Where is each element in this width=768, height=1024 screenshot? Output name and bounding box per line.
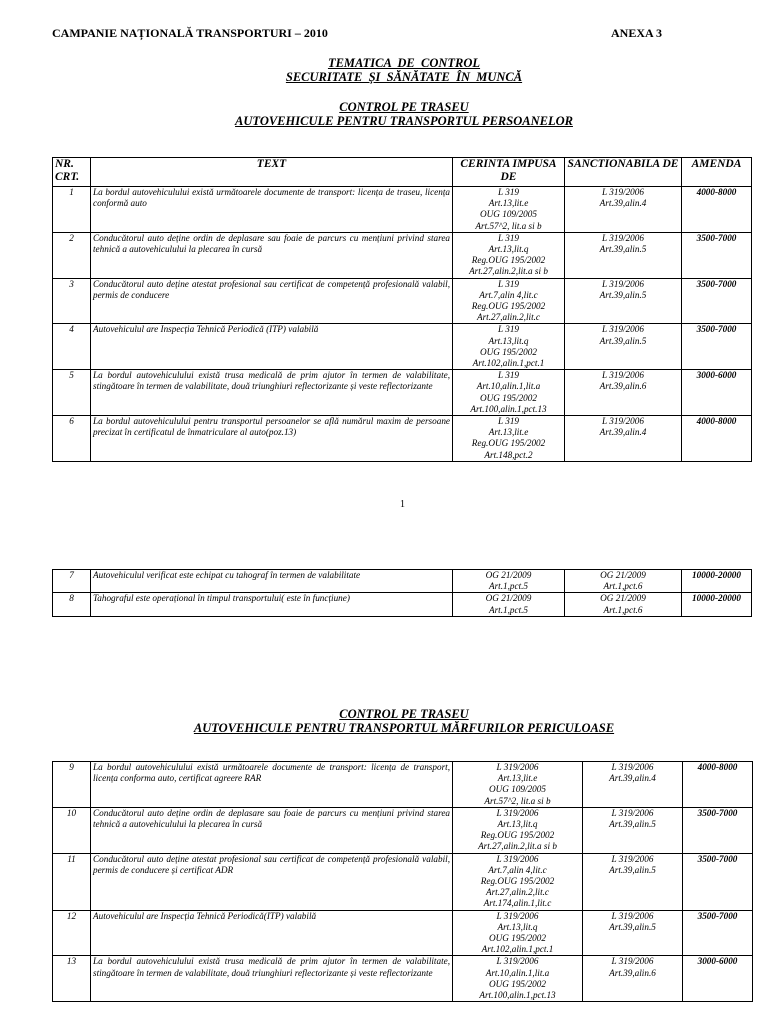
row-number: 5	[53, 370, 91, 416]
control-table-passengers	[52, 157, 752, 462]
row-sanctionabila	[565, 370, 682, 416]
table-row	[53, 853, 753, 910]
row-cerinta-line: Reg.OUG 195/2002	[471, 438, 546, 449]
row-sanctionabila-line: L 319/2006	[611, 853, 654, 864]
row-cerinta-line: Art.27,alin.2,lit.c	[476, 312, 541, 323]
doc-title-securitate: SECURITATE ȘI SĂNĂTATE ÎN MUNCĂ	[285, 70, 523, 84]
row-cerinta-line: OUG 109/2005	[489, 784, 546, 795]
row-number: 4	[53, 324, 91, 370]
row-sanctionabila-line: L 319/2006	[611, 762, 654, 772]
row-sanctionabila	[583, 807, 683, 853]
row-sanctionabila	[565, 187, 682, 233]
col-header-cerinta: CERINTA IMPUSA DE	[453, 158, 565, 187]
row-amenda: 10000-20000	[682, 593, 752, 616]
row-sanctionabila-line: L 319/2006	[602, 278, 644, 289]
row-sanctionabila-line: L 319/2006	[602, 370, 644, 381]
row-number: 10	[53, 807, 91, 853]
row-amenda: 3500-7000	[683, 910, 753, 956]
row-cerinta-line: Reg.OUG 195/2002	[471, 301, 546, 312]
row-cerinta-line: Art.13,lit.e	[488, 198, 529, 209]
row-sanctionabila-line: Art.39,alin.5	[599, 335, 647, 346]
row-amenda: 3500-7000	[682, 324, 752, 370]
table-row	[53, 956, 753, 1002]
row-sanctionabila-line: L 319/2006	[602, 416, 644, 427]
row-text: La bordul autovehiculului pentru transportul persoanelor se află numărul maxim de persoane precizat în certificatul de înmatriculare al auto(poz.13)	[91, 416, 453, 462]
row-cerinta-line: OG 21/2009	[485, 570, 532, 580]
row-sanctionabila-line: Art.39,alin.5	[609, 819, 656, 830]
row-cerinta-line: Art.1,pct.5	[488, 604, 529, 615]
row-sanctionabila	[565, 324, 682, 370]
row-cerinta-line: L 319	[497, 187, 520, 197]
table-body	[53, 570, 752, 617]
row-cerinta-line: Art.27,alin.2,lit.a si b	[478, 841, 557, 852]
row-cerinta-line: Art.13,lit.e	[488, 427, 529, 438]
row-amenda: 3000-6000	[683, 956, 753, 1002]
row-sanctionabila	[565, 416, 682, 462]
row-sanctionabila-line: L 319/2006	[602, 232, 644, 243]
table-row	[53, 324, 752, 370]
table-row	[53, 807, 753, 853]
doc-title-tematica: TEMATICA DE CONTROL	[327, 56, 481, 70]
row-cerinta	[453, 187, 565, 233]
row-cerinta-line: Art.13,lit.q	[497, 819, 538, 830]
row-text: La bordul autovehiculului există următoarele documente de transport: licența de traseu, licența conformă auto	[91, 187, 453, 233]
table-row	[53, 910, 753, 956]
row-cerinta-line: OUG 195/2002	[480, 392, 537, 403]
table-header-row	[53, 158, 752, 187]
row-text: La bordul autovehiculului există trusa medicală de prim ajutor în termen de valabilitate, stingătoare în termen de valabilitate, două triunghiuri reflectorizante și veste reflectorizante	[91, 370, 453, 416]
row-number: 8	[53, 593, 91, 616]
row-cerinta	[453, 956, 583, 1002]
row-amenda: 4000-8000	[682, 187, 752, 233]
page-number: 1	[400, 499, 405, 510]
table-row	[53, 416, 752, 462]
row-cerinta-line: Art.13,lit.e	[497, 773, 538, 784]
row-amenda: 4000-8000	[682, 416, 752, 462]
row-sanctionabila	[583, 853, 683, 910]
annex-label: ANEXA 3	[611, 26, 663, 40]
row-amenda: 10000-20000	[682, 570, 752, 593]
row-cerinta	[453, 762, 583, 808]
row-cerinta-line: Art.13,lit.q	[488, 335, 529, 346]
row-amenda: 3500-7000	[683, 853, 753, 910]
row-number: 3	[53, 278, 91, 324]
row-cerinta	[453, 416, 565, 462]
row-cerinta-line: L 319/2006	[496, 910, 539, 921]
row-cerinta-line: Reg.OUG 195/2002	[480, 876, 555, 887]
row-amenda: 3500-7000	[682, 278, 752, 324]
row-text: La bordul autovehiculului există trusa medicală de prim ajutor în termen de valabilitate, stingătoare în termen de valabilitate, două triunghiuri reflectorizante și veste reflectorizante	[91, 956, 453, 1002]
row-sanctionabila-line: Art.1,pct.6	[603, 581, 643, 592]
col-header-text: TEXT	[91, 158, 453, 187]
row-number: 12	[53, 910, 91, 956]
row-number: 2	[53, 232, 91, 278]
row-cerinta-line: Art.27,alin.2,lit.a si b	[469, 266, 548, 277]
row-cerinta-line: L 319	[497, 232, 520, 243]
row-text: Autovehiculul verificat este echipat cu tahograf în termen de valabilitate	[91, 570, 453, 593]
row-cerinta-line: OUG 195/2002	[489, 978, 546, 989]
row-text: Conducătorul auto deține ordin de deplasare sau foaie de parcurs cu mențiuni privind starea tehnică a autovehiculului la plecarea în cursă	[91, 232, 453, 278]
row-cerinta-line: Art.174,alin.1,lit.c	[483, 898, 552, 909]
row-sanctionabila-line: Art.39,alin.5	[599, 244, 647, 255]
row-sanctionabila	[565, 570, 682, 593]
row-cerinta-line: L 319/2006	[496, 956, 539, 967]
table-row	[53, 232, 752, 278]
row-sanctionabila-line: Art.39,alin.5	[599, 289, 647, 300]
row-sanctionabila-line: OG 21/2009	[600, 593, 646, 604]
row-sanctionabila	[583, 910, 683, 956]
row-sanctionabila-line: Art.39,alin.4	[599, 427, 647, 438]
row-sanctionabila-line: L 319/2006	[602, 324, 644, 335]
row-cerinta-line: Art.13,lit.q	[497, 921, 538, 932]
control-table-tachograph	[52, 569, 752, 617]
row-cerinta-line: Art.7,alin 4,lit.c	[479, 289, 538, 300]
col-header-nr: NR. CRT.	[53, 158, 91, 187]
row-cerinta-line: Art.102,alin.1,pct.1	[472, 358, 545, 369]
row-cerinta	[453, 324, 565, 370]
section1-title: CONTROL PE TRASEU	[339, 100, 469, 114]
row-text: Conducătorul auto deține atestat profesional sau certificat de competență profesională valabil, permis de conducere	[91, 278, 453, 324]
row-amenda: 3500-7000	[683, 807, 753, 853]
row-cerinta-line: Art.102,alin.1,pct.1	[481, 944, 554, 955]
row-cerinta-line: OUG 195/2002	[480, 346, 537, 357]
row-cerinta	[453, 807, 583, 853]
row-cerinta-line: OUG 195/2002	[489, 933, 546, 944]
row-cerinta	[453, 570, 565, 593]
row-cerinta-line: Art.10,alin.1,lit.a	[485, 967, 550, 978]
col-header-amenda: AMENDA	[682, 158, 752, 187]
table-row	[53, 370, 752, 416]
row-cerinta	[453, 910, 583, 956]
row-cerinta-line: Art.100,alin.1,pct.13	[470, 403, 547, 414]
row-cerinta-line: Art.27,alin.2,lit.c	[485, 887, 550, 898]
row-sanctionabila	[583, 956, 683, 1002]
row-sanctionabila	[565, 593, 682, 616]
row-amenda: 3000-6000	[682, 370, 752, 416]
row-cerinta-line: L 319/2006	[496, 762, 539, 772]
table-row	[53, 187, 752, 233]
table-body	[53, 187, 752, 462]
table-row	[53, 593, 752, 616]
row-sanctionabila-line: Art.39,alin.5	[609, 864, 656, 875]
row-cerinta-line: L 319/2006	[496, 853, 539, 864]
row-cerinta-line: L 319	[497, 416, 520, 427]
row-sanctionabila	[565, 232, 682, 278]
section2-title: CONTROL PE TRASEU	[339, 707, 469, 721]
row-number: 7	[53, 570, 91, 593]
row-sanctionabila-line: Art.1,pct.6	[603, 604, 643, 615]
row-text: Autovehiculul are Inspecția Tehnică Periodică(ITP) valabilă	[91, 910, 453, 956]
row-number: 9	[53, 762, 91, 808]
row-sanctionabila-line: L 319/2006	[602, 187, 644, 197]
row-cerinta	[453, 593, 565, 616]
row-cerinta-line: Reg.OUG 195/2002	[480, 830, 555, 841]
row-text: Tahograful este operațional în timpul transportului( este în funcțiune)	[91, 593, 453, 616]
row-cerinta	[453, 278, 565, 324]
row-cerinta-line: Art.57^2, lit.a si b	[484, 795, 551, 806]
row-number: 6	[53, 416, 91, 462]
row-amenda: 3500-7000	[682, 232, 752, 278]
row-sanctionabila-line: L 319/2006	[611, 910, 654, 921]
campaign-header: CAMPANIE NAȚIONALĂ TRANSPORTURI – 2010	[52, 26, 328, 40]
section2-subtitle: AUTOVEHICULE PENTRU TRANSPORTUL MĂRFURILOR PERICULOASE	[193, 721, 615, 735]
col-header-sanctionabila: SANCTIONABILA DE	[565, 158, 682, 187]
row-cerinta	[453, 853, 583, 910]
row-sanctionabila-line: Art.39,alin.6	[609, 967, 656, 978]
row-cerinta-line: L 319	[497, 370, 520, 381]
row-text: La bordul autovehiculului există următoarele documente de transport: licența de transport, licența conforma auto, certificat agreere RAR	[91, 762, 453, 808]
row-cerinta-line: OG 21/2009	[485, 593, 532, 604]
row-sanctionabila-line: L 319/2006	[611, 956, 654, 967]
row-cerinta-line: L 319	[497, 324, 520, 335]
row-cerinta-line: Art.148,pct.2	[484, 449, 533, 460]
row-cerinta	[453, 370, 565, 416]
row-sanctionabila-line: Art.39,alin.5	[609, 921, 656, 932]
row-cerinta-line: Art.100,alin.1,pct.13	[479, 990, 556, 1001]
row-number: 13	[53, 956, 91, 1002]
row-cerinta	[453, 232, 565, 278]
row-sanctionabila-line: Art.39,alin.6	[599, 381, 647, 392]
row-number: 1	[53, 187, 91, 233]
table-row	[53, 570, 752, 593]
row-sanctionabila-line: OG 21/2009	[600, 570, 646, 580]
row-cerinta-line: Art.10,alin.1,lit.a	[476, 381, 541, 392]
row-sanctionabila	[583, 762, 683, 808]
row-cerinta-line: Art.1,pct.5	[488, 581, 529, 592]
row-cerinta-line: L 319/2006	[496, 807, 539, 818]
table-row	[53, 762, 753, 808]
row-cerinta-line: Reg.OUG 195/2002	[471, 255, 546, 266]
row-cerinta-line: Art.7,alin 4,lit.c	[488, 864, 547, 875]
row-text: Conducătorul auto deține atestat profesional sau certificat de competență profesională valabil, permis de conducere și certificat ADR	[91, 853, 453, 910]
row-sanctionabila-line: Art.39,alin.4	[599, 198, 647, 209]
section1-subtitle: AUTOVEHICULE PENTRU TRANSPORTUL PERSOANELOR	[235, 114, 573, 128]
row-cerinta-line: Art.13,lit.q	[488, 244, 529, 255]
row-amenda: 4000-8000	[683, 762, 753, 808]
control-table-dangerous-goods	[52, 761, 753, 1002]
row-cerinta-line: OUG 109/2005	[480, 209, 537, 220]
row-number: 11	[53, 853, 91, 910]
row-cerinta-line: L 319	[497, 278, 520, 289]
row-sanctionabila-line: Art.39,alin.4	[609, 773, 656, 784]
row-text: Autovehiculul are Inspecția Tehnică Periodică (ITP) valabilă	[91, 324, 453, 370]
table-body	[53, 762, 753, 1002]
row-sanctionabila	[565, 278, 682, 324]
row-text: Conducătorul auto deține ordin de deplasare sau foaie de parcurs cu mențiuni privind starea tehnică a autovehiculului la plecarea în cursă	[91, 807, 453, 853]
table-row	[53, 278, 752, 324]
row-sanctionabila-line: L 319/2006	[611, 807, 654, 818]
row-cerinta-line: Art.57^2, lit.a si b	[475, 220, 542, 231]
